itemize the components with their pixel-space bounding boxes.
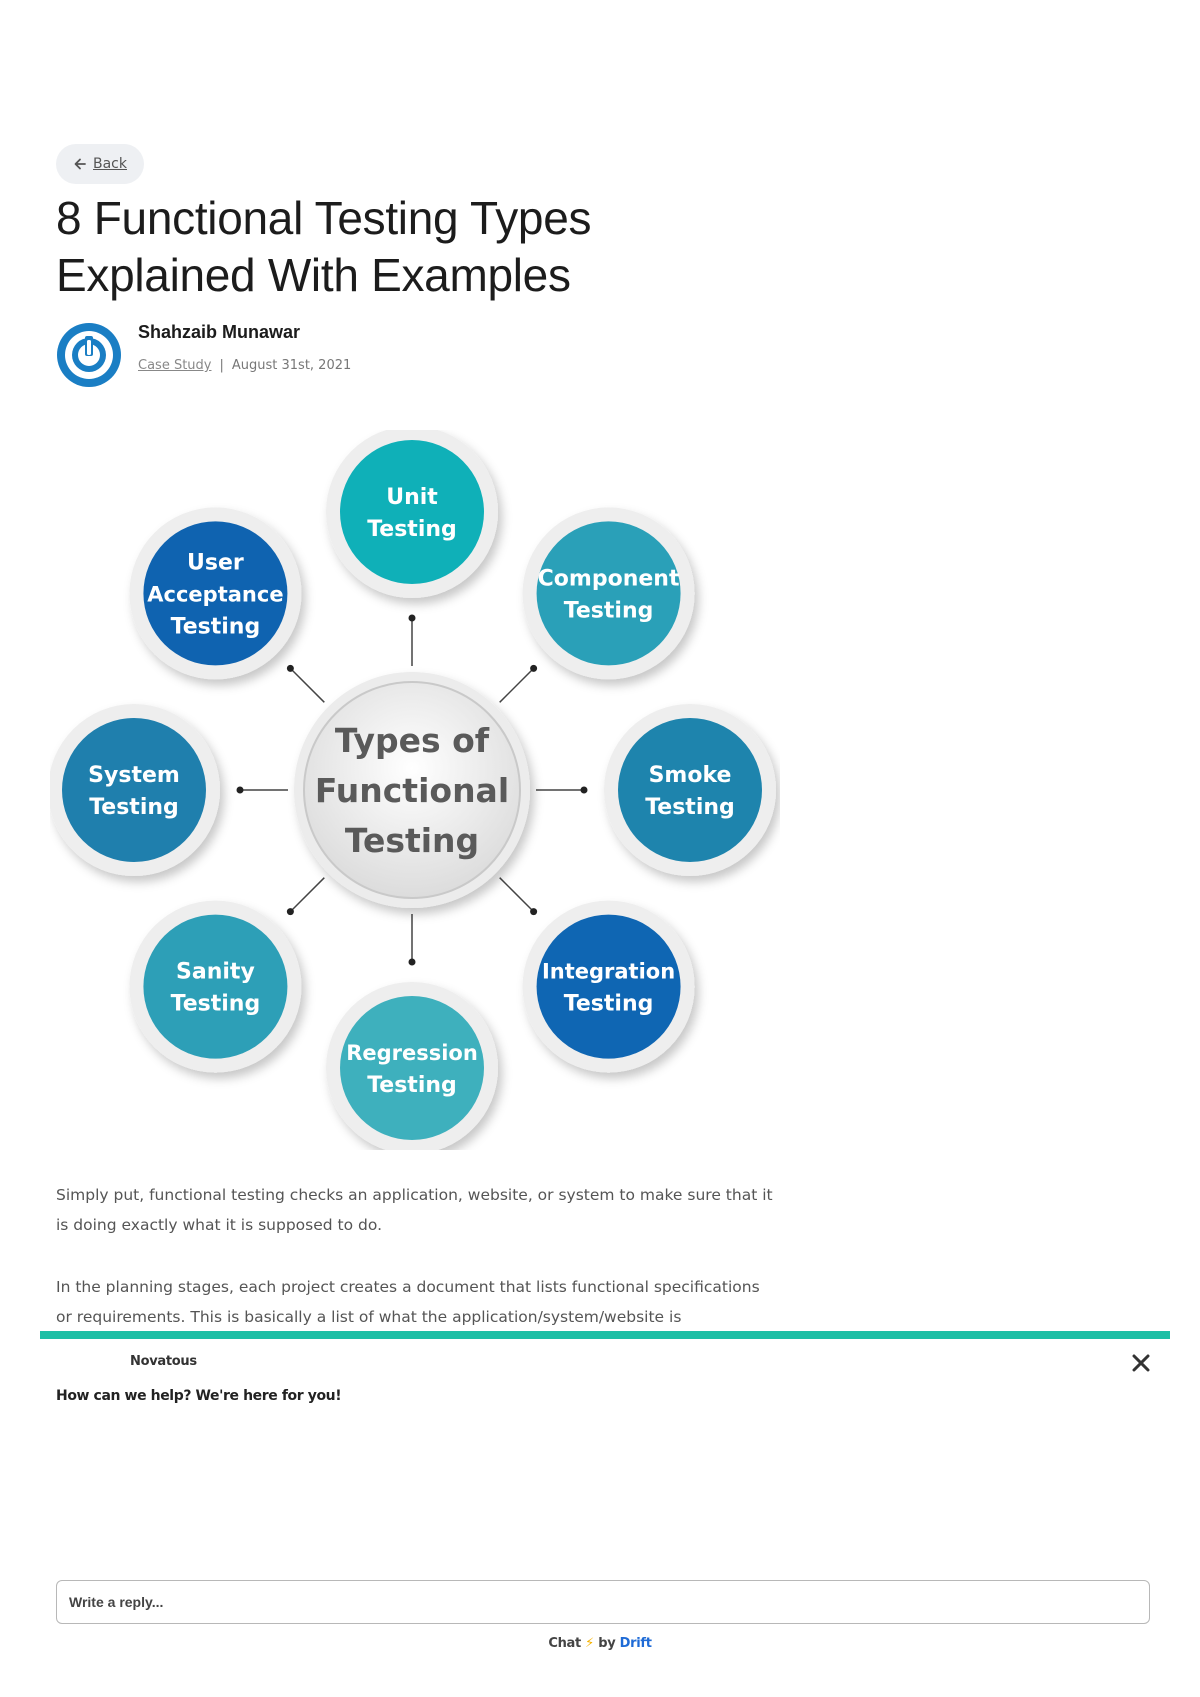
center-line-1: Types of (334, 721, 490, 760)
connector-sanity (290, 878, 324, 912)
node-label-user-acceptance-2: Acceptance (147, 582, 284, 607)
node-label-user-acceptance-1: User (187, 550, 244, 576)
node-label-regression-1: Regression (346, 1041, 478, 1065)
chat-brand: Novatous (130, 1354, 197, 1369)
node-label-regression-2: Testing (367, 1073, 457, 1098)
chat-accent-bar (40, 1331, 1170, 1339)
connector-user-acceptance (290, 668, 324, 702)
powered-by: by (598, 1636, 616, 1651)
node-system (50, 704, 220, 876)
node-fill-unit (340, 440, 484, 584)
connector-dot-integration (530, 908, 537, 915)
node-fill-smoke (618, 718, 762, 862)
connector-dot-sanity (287, 908, 294, 915)
connector-integration (500, 878, 534, 912)
powered-chat: Chat (548, 1636, 581, 1651)
drift-link[interactable]: Drift (619, 1636, 652, 1651)
connector-dot-system (237, 787, 244, 794)
node-label-system-1: System (88, 763, 180, 788)
bolt-icon: ⚡ (585, 1636, 594, 1651)
publish-date: August 31st, 2021 (231, 358, 352, 373)
connector-component (500, 668, 534, 702)
node-unit (326, 430, 498, 598)
connector-dot-user-acceptance (287, 665, 294, 672)
node-fill-regression (340, 996, 484, 1140)
node-label-integration-2: Testing (563, 991, 654, 1017)
planning-paragraph: In the planning stages, each project creates a document that lists functional specifications or requirements. This is basically a list of what the application/system/website is (56, 1278, 760, 1326)
node-fill-sanity (143, 915, 287, 1059)
back-button[interactable] (56, 144, 144, 184)
arrow-left-icon (73, 157, 87, 171)
connector-dot-smoke (581, 787, 588, 794)
node-label-sanity-2: Testing (170, 991, 261, 1017)
node-fill-system (62, 718, 206, 862)
diagram-center (294, 672, 530, 908)
intro-paragraph: Simply put, functional testing checks an application, website, or system to make sure that it is doing exactly what it is supposed to do. (56, 1186, 773, 1234)
node-fill-component (537, 521, 681, 665)
center-line-3: Testing (344, 821, 480, 860)
node-label-user-acceptance-3: Testing (170, 614, 261, 640)
node-fill-integration (537, 915, 681, 1059)
meta-separator: | (219, 358, 224, 373)
connector-dot-unit (409, 615, 416, 622)
node-label-unit-1: Unit (386, 485, 438, 510)
close-icon[interactable] (1128, 1350, 1154, 1376)
author-name[interactable]: Shahzaib Munawar (138, 322, 301, 342)
node-label-unit-2: Testing (367, 517, 457, 542)
node-label-sanity-1: Sanity (176, 959, 255, 985)
node-label-integration-1: Integration (541, 959, 676, 984)
article-meta (138, 358, 351, 373)
reply-input[interactable] (56, 1580, 1150, 1624)
node-component (523, 507, 695, 679)
node-smoke (604, 704, 776, 876)
node-label-smoke-1: Smoke (648, 763, 732, 788)
center-line-2: Functional (314, 771, 510, 810)
node-user-acceptance (129, 507, 301, 679)
node-label-component-1: Component (537, 566, 680, 592)
chat-greeting: How can we help? We're here for you! (56, 1388, 342, 1404)
node-label-component-2: Testing (563, 598, 654, 624)
page-title: 8 Functional Testing Types Explained With Examples (56, 192, 592, 301)
powered-by-drift[interactable] (0, 1636, 1200, 1651)
node-integration (523, 901, 695, 1073)
node-sanity (129, 901, 301, 1073)
node-label-smoke-2: Testing (645, 795, 735, 820)
connector-dot-regression (409, 959, 416, 966)
connector-dot-component (530, 665, 537, 672)
category-link[interactable]: Case Study (138, 358, 212, 373)
functional-testing-diagram (50, 430, 780, 1150)
back-label: Back (93, 156, 127, 172)
node-regression (326, 982, 498, 1150)
node-label-system-2: Testing (89, 795, 179, 820)
author-avatar[interactable] (56, 322, 122, 388)
